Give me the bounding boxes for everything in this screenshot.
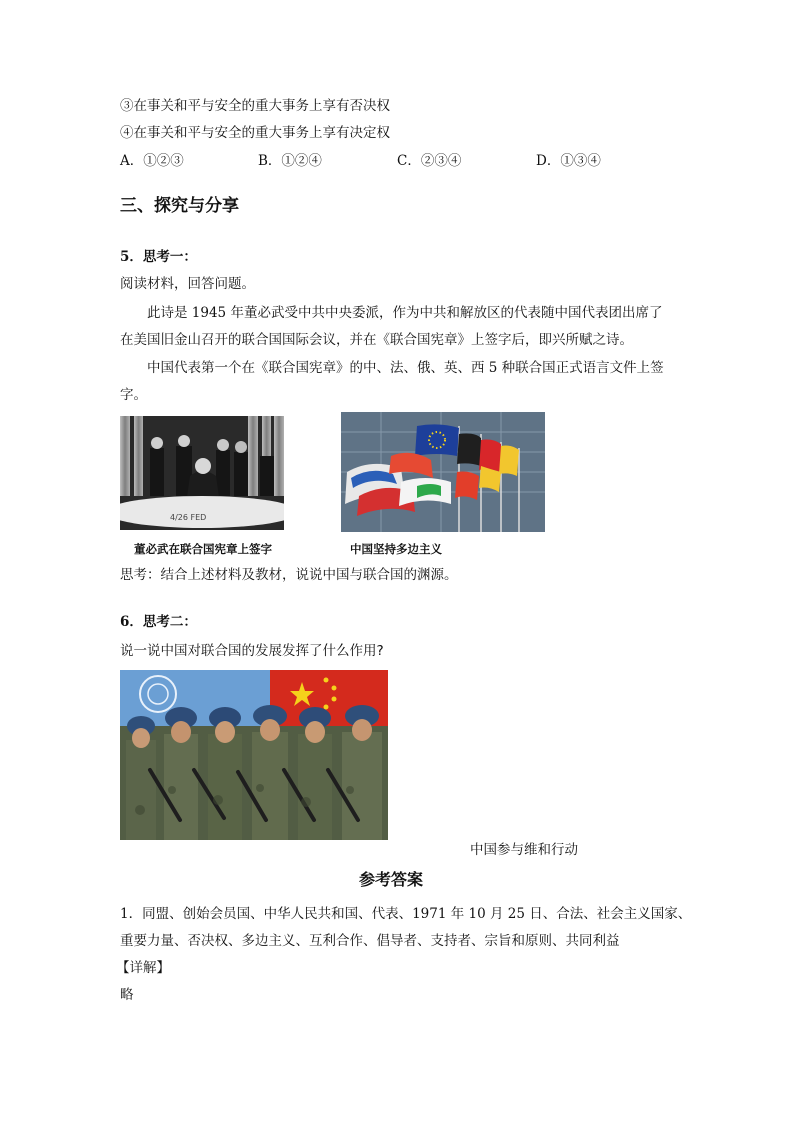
- option-item-4: ④在事关和平与安全的重大事务上享有决定权: [120, 125, 390, 141]
- signing-photo-caption: 董必武在联合国宪章上签字: [134, 542, 272, 556]
- choice-b: B．①②④: [258, 153, 322, 169]
- peacekeepers-photo: [120, 670, 388, 840]
- photo-table-text: 4/26 FED: [170, 513, 207, 522]
- question-6-title: 6．思考二：: [120, 614, 197, 630]
- question-5-title: 5．思考一：: [120, 249, 197, 265]
- answer-1-line-2: 重要力量、否决权、多边主义、互利合作、倡导者、支持者、宗旨和原则、共同利益: [120, 933, 620, 949]
- flags-photo-caption: 中国坚持多边主义: [350, 542, 442, 556]
- peacekeepers-photo-caption: 中国参与维和行动: [470, 842, 578, 858]
- question-5-intro: 阅读材料，回答问题。: [120, 276, 255, 292]
- question-5-prompt: 思考：结合上述材料及教材，说说中国与联合国的渊源。: [120, 567, 458, 583]
- flags-photo: [341, 412, 545, 532]
- section-title: 三、探究与分享: [120, 196, 239, 216]
- answer-key-title: 参考答案: [359, 870, 424, 889]
- question-6-prompt: 说一说中国对联合国的发展发挥了什么作用?: [120, 643, 384, 659]
- answer-1-line-1: 1．同盟、创始会员国、中华人民共和国、代表、1971 年 10 月 25 日、合法、社会主义国家、: [120, 906, 692, 922]
- paragraph-1-line-1: 此诗是 1945 年董必武受中共中央委派，作为中共和解放区的代表随中国代表团出席了: [147, 305, 663, 321]
- paragraph-2-line-1: 中国代表第一个在《联合国宪章》的中、法、俄、英、西 5 种联合国正式语言文件上签: [147, 360, 664, 376]
- paragraph-2-line-2: 字。: [120, 387, 147, 403]
- option-item-3: ③在事关和平与安全的重大事务上享有否决权: [120, 98, 390, 114]
- paragraph-1-line-2: 在美国旧金山召开的联合国国际会议，并在《联合国宪章》上签字后，即兴所赋之诗。: [120, 332, 633, 348]
- choice-c: C．②③④: [397, 153, 462, 169]
- choice-d: D．①③④: [536, 153, 601, 169]
- choice-a: A．①②③: [120, 153, 184, 169]
- signing-photo: [120, 416, 284, 530]
- detail-label: 【详解】: [116, 960, 170, 976]
- detail-text: 略: [120, 987, 134, 1003]
